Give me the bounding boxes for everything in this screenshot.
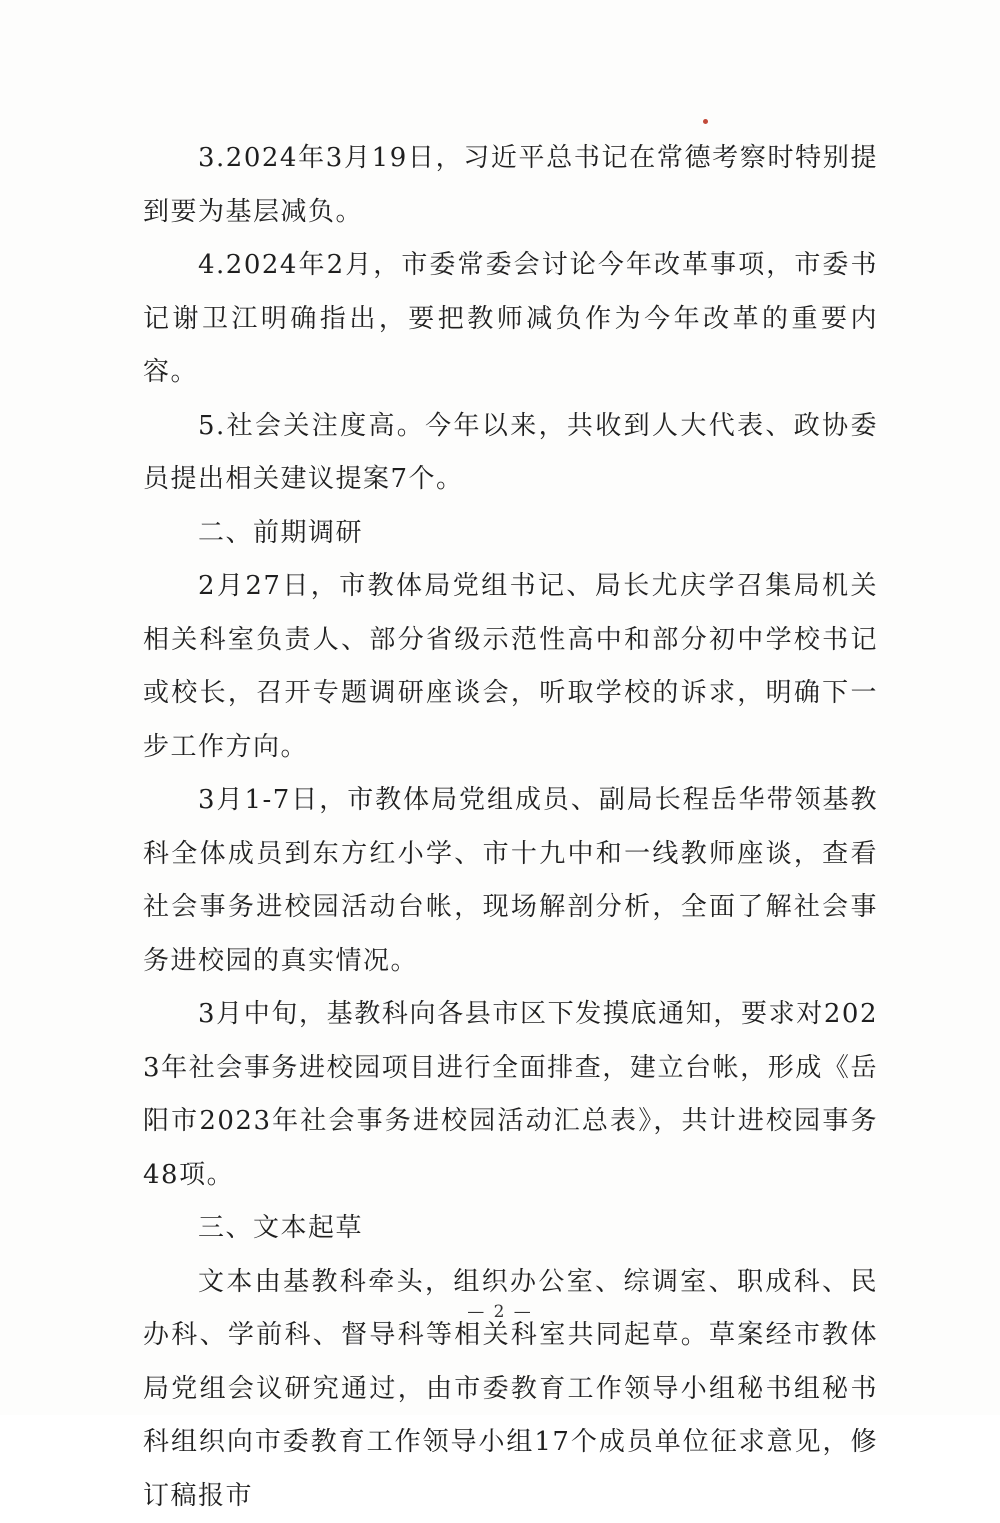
- page-number: — 2 —: [0, 1302, 1000, 1322]
- section-heading-research: 二、前期调研: [143, 507, 878, 561]
- paragraph-research-2: 3月1-7日，市教体局党组成员、副局长程岳华带领基教科全体成员到东方红小学、市十九中和一线教师座谈，查看社会事务进校园活动台帐，现场解剖分析，全面了解社会事务进校园的真实情况。: [143, 774, 878, 988]
- section-heading-drafting: 三、文本起草: [143, 1202, 878, 1256]
- paragraph-drafting-1: 文本由基教科牵头，组织办公室、综调室、职成科、民办科、学前科、督导科等相关科室共同起草。草案经市教体局党组会议研究通过，由市委教育工作领导小组秘书组秘书科组织向市委教育工作领导小组17个成员单位征求意见，修订稿报市: [143, 1256, 878, 1523]
- red-ink-dot: [703, 119, 708, 124]
- paragraph-research-3: 3月中旬，基教科向各县市区下发摸底通知，要求对2023年社会事务进校园项目进行全面排查，建立台帐，形成《岳阳市2023年社会事务进校园活动汇总表》，共计进校园事务48项。: [143, 988, 878, 1202]
- paragraph-research-1: 2月27日，市教体局党组书记、局长尤庆学召集局机关相关科室负责人、部分省级示范性高中和部分初中学校书记或校长，召开专题调研座谈会，听取学校的诉求，明确下一步工作方向。: [143, 560, 878, 774]
- paragraph-item-3: 3.2024年3月19日，习近平总书记在常德考察时特别提到要为基层减负。: [143, 132, 878, 239]
- paragraph-item-5: 5.社会关注度高。今年以来，共收到人大代表、政协委员提出相关建议提案7个。: [143, 400, 878, 507]
- paragraph-item-4: 4.2024年2月，市委常委会讨论今年改革事项，市委书记谢卫江明确指出，要把教师减负作为今年改革的重要内容。: [143, 239, 878, 400]
